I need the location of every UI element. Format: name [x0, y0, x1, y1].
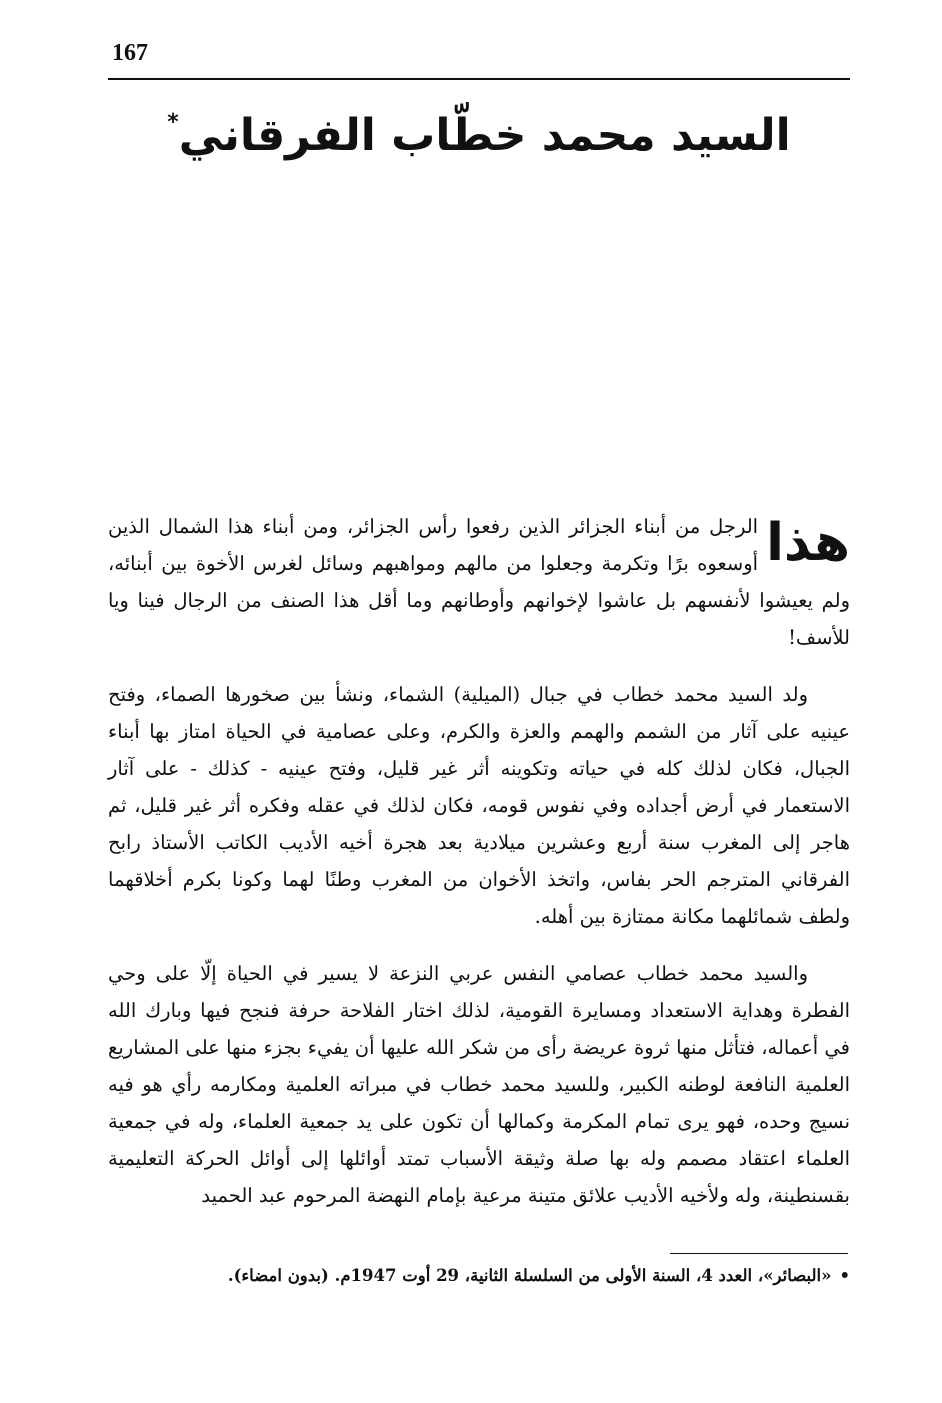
page-number: 167 — [112, 40, 148, 66]
title-footnote-mark: * — [167, 110, 179, 135]
footnote-rule — [670, 1253, 848, 1254]
title-text: السيد محمد خطّاب الفرقاني — [178, 110, 791, 161]
header-rule — [108, 78, 850, 80]
paragraph-1-text: الرجل من أبناء الجزائر الذين رفعوا رأس الجزائر، ومن أبناء هذا الشمال الذين أوسعوه برًا وتكرمة وجعلوا من مالهم ومواهبهم وسائل لغرس الأخوة بين أبنائه، ولم يعيشوا لأنفسهم بل عاشوا لإخوانهم وأوطانهم وما أقل هذا الصنف من الرجال فينا ويا للأسف! — [108, 515, 850, 649]
footnote — [108, 1262, 850, 1290]
footnote-text: «البصائر»، العدد 4، السنة الأولى من السلسلة الثانية، 29 أوت 1947م. (بدون امضاء). — [227, 1266, 832, 1285]
paragraph-1 — [108, 508, 850, 656]
drop-cap: هذا — [766, 513, 850, 573]
footnote-bullet: • — [839, 1266, 850, 1285]
article-body — [108, 508, 850, 1234]
paragraph-2: ولد السيد محمد خطاب في جبال (الميلية) الشماء، ونشأ بين صخورها الصماء، وفتح عينيه على آثار من الشمم والهمم والعزة والكرم، وعلى عصامية في الحياة امتاز بها أبناء الجبال، فكان لذلك كله في حياته وتكوينه أثر غير قليل، وفتح عينيه - كذلك - على آثار الاستعمار في أرض أجداده وفي نفوس قومه، فكان لذلك في عقله وفكره أثر غير قليل، ثم هاجر إلى المغرب سنة أربع وعشرين ميلادية بعد هجرة أخيه الأديب الكاتب الأستاذ رابح الفرقاني المترجم الحر بفاس، واتخذ الأخوان من المغرب وطنًا لهما وكونا بكرم أخلاقهما ولطف شمائلهما مكانة ممتازة بين أهله. — [108, 683, 850, 928]
page-title — [108, 110, 850, 163]
paragraph-3: والسيد محمد خطاب عصامي النفس عربي النزعة لا يسير في الحياة إلّا على وحي الفطرة وهداية الاستعداد ومسايرة القومية، لذلك اختار الفلاحة حرفة فنجح فيها وبارك الله في أعماله، فتأثل منها ثروة عريضة رأى من شكر الله عليها أن يفيء بجزء منها على المشاريع العلمية النافعة لوطنه الكبير، وللسيد محمد خطاب في مبراته العلمية ومكارمه رأي هو فيه نسيج وحده، فهو يرى تمام المكرمة وكمالها أن تكون على يد جمعية العلماء، وله في جمعية العلماء اعتقاد مصمم وله بها صلة وثيقة الأسباب تمتد أوائلها إلى أوائل الحركة التعليمية بقسنطينة، وله ولأخيه الأديب علائق متينة مرعية بإمام النهضة المرحوم عبد الحميد — [108, 962, 850, 1207]
